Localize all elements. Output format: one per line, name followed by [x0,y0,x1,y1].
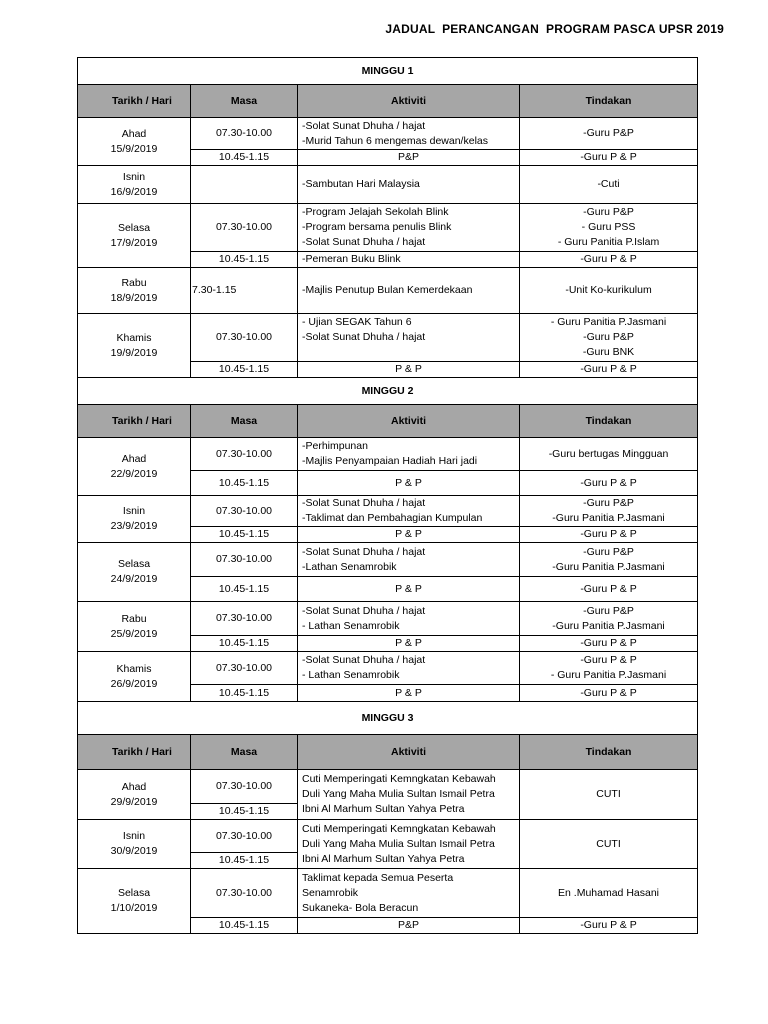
tindakan-cell [520,602,698,636]
cell-line: P & P [395,363,422,375]
cell-line: -Guru P & P [580,637,637,649]
tindakan-cell [520,438,698,471]
masa-cell: 10.45-1.15 [191,853,298,869]
day-name: Rabu [121,612,147,625]
tindakan-cell [520,314,698,362]
aktiviti-cell [298,252,520,268]
cell-line: -Guru P & P [580,654,637,666]
day-cell [78,268,191,314]
aktiviti-cell [298,918,520,934]
cell-line: -Guru P & P [580,528,637,540]
day-name: Khamis [116,331,152,344]
cell-line: Sukaneka- Bola Beracun [302,901,419,914]
cell-line: -Guru P & P [580,476,637,489]
cell-line: -Pemeran Buku Blink [302,253,401,265]
aktiviti-cell [298,869,520,918]
cell-line: -Murid Tahun 6 mengemas dewan/kelas [302,134,488,147]
day-name: Isnin [122,830,146,842]
day-cell [78,543,191,602]
day-cell [78,438,191,496]
aktiviti-cell [298,685,520,702]
cell-line: -Guru P & P [580,582,637,595]
masa-cell: 10.45-1.15 [191,636,298,652]
cell-line: CUTI [596,788,621,800]
tindakan-cell [520,543,698,577]
cell-line: -Guru bertugas Mingguan [548,447,669,460]
cell-line: -Guru P & P [580,151,637,163]
tindakan-cell [520,527,698,543]
day-cell [78,496,191,543]
day-cell [78,652,191,702]
cell-line: Duli Yang Maha Mulia Sultan Ismail Petra [302,788,495,800]
header-tindakan: Tindakan [520,405,698,438]
cell-line: -Guru P&P [583,545,634,558]
cell-line: Taklimat kepada Semua Peserta [302,871,454,884]
header-aktiviti: Aktiviti [298,735,520,770]
header-row [78,405,698,438]
cell-line: -Guru P&P [583,127,634,139]
tindakan-cell [520,204,698,252]
table-row [78,496,698,527]
day-date: 26/9/2019 [110,677,158,690]
day-date: 22/9/2019 [110,467,158,480]
day-date: 23/9/2019 [110,520,158,532]
table-row [78,118,698,150]
cell-line: -Majlis Penutup Bulan Kemerdekaan [302,284,473,296]
aktiviti-cell [298,770,520,820]
day-name: Isnin [122,505,146,517]
cell-line: -Guru P & P [580,253,637,265]
tindakan-cell [520,496,698,527]
masa-cell: 10.45-1.15 [191,362,298,378]
tindakan-cell [520,471,698,496]
aktiviti-cell [298,362,520,378]
table-row [78,314,698,362]
aktiviti-cell [298,543,520,577]
week-title-row [78,378,698,405]
day-date: 1/10/2019 [110,902,158,914]
tindakan-cell [520,685,698,702]
cell-line: Duli Yang Maha Mulia Sultan Ismail Petra [302,837,495,850]
aktiviti-cell [298,438,520,471]
day-name: Rabu [121,276,147,289]
table-row [78,869,698,918]
cell-line [302,345,515,360]
cell-line: -Program Jelajah Sekolah Blink [302,206,449,218]
cell-line: -Solat Sunat Dhuha / hajat [302,236,426,248]
masa-cell: 10.45-1.15 [191,471,298,496]
day-name: Selasa [117,558,151,570]
cell-line: P & P [395,686,422,699]
cell-line: -Guru BNK [582,346,635,358]
masa-cell: 10.45-1.15 [191,150,298,166]
table-row [78,820,698,853]
cell-line: P & P [395,637,422,649]
aktiviti-cell [298,820,520,869]
cell-line: -Guru P&P [583,604,634,617]
masa-cell: 07.30-10.00 [191,204,298,252]
tindakan-cell [520,150,698,166]
week-title: MINGGU 2 [78,378,698,405]
week-title: MINGGU 3 [78,702,698,735]
cell-line: P&P [397,151,419,163]
day-cell [78,166,191,204]
aktiviti-cell [298,636,520,652]
masa-cell: 10.45-1.15 [191,577,298,602]
header-masa: Masa [191,405,298,438]
cell-line: - Guru Panitia P.Jasmani [550,316,667,328]
masa-cell: 07.30-10.00 [191,652,298,685]
week-title: MINGGU 1 [78,58,698,85]
schedule-table [77,57,698,934]
aktiviti-cell [298,314,520,362]
document-title: JADUAL PERANCANGAN PROGRAM PASCA UPSR 2019 [385,22,724,36]
day-date: 15/9/2019 [110,142,158,155]
cell-line: -Solat Sunat Dhuha / hajat [302,654,426,666]
cell-line: P & P [395,476,422,489]
cell-line: - Guru PSS [581,221,636,233]
day-name: Isnin [122,170,146,183]
header-row [78,85,698,118]
day-date: 16/9/2019 [110,185,158,198]
header-tindakan: Tindakan [520,85,698,118]
day-date: 24/9/2019 [110,573,158,585]
header-aktiviti: Aktiviti [298,85,520,118]
tindakan-cell [520,577,698,602]
table-row [78,204,698,252]
masa-cell: 10.45-1.15 [191,918,298,934]
day-name: Selasa [117,887,151,899]
day-date: 29/9/2019 [110,795,158,808]
cell-line: - Lathan Senamrobik [302,619,400,632]
table-row [78,652,698,685]
tindakan-cell [520,636,698,652]
cell-line: -Guru P & P [580,919,637,931]
masa-cell: 07.30-10.00 [191,496,298,527]
cell-line: - Ujian SEGAK Tahun 6 [302,316,412,328]
tindakan-cell [520,166,698,204]
header-masa: Masa [191,735,298,770]
aktiviti-cell [298,471,520,496]
table-row [78,166,698,204]
day-date: 19/9/2019 [110,346,158,359]
day-cell [78,118,191,166]
day-cell [78,770,191,820]
cell-line: -Solat Sunat Dhuha / hajat [302,331,426,343]
cell-line: -Solat Sunat Dhuha / hajat [302,604,426,617]
header-aktiviti: Aktiviti [298,405,520,438]
aktiviti-cell [298,150,520,166]
table-row [78,543,698,577]
masa-cell: 07.30-10.00 [191,118,298,150]
cell-line: P & P [395,582,422,595]
day-cell [78,820,191,869]
cell-line: -Taklimat dan Pembahagian Kumpulan [302,512,483,524]
day-name: Ahad [121,127,147,140]
aktiviti-cell [298,268,520,314]
tindakan-cell [520,118,698,150]
cell-line: P&P [397,919,419,931]
day-cell [78,869,191,934]
masa-cell: 10.45-1.15 [191,685,298,702]
day-date: 25/9/2019 [110,627,158,640]
cell-line: Cuti Memperingati Kemngkatan Kebawah [302,773,496,785]
masa-cell: 07.30-10.00 [191,869,298,918]
day-date: 17/9/2019 [110,236,158,249]
masa-cell: 10.45-1.15 [191,527,298,543]
cell-line: -Guru Panitia P.Jasmani [552,560,665,573]
day-date: 18/9/2019 [110,291,158,304]
header-tindakan: Tindakan [520,735,698,770]
table-row [78,770,698,804]
cell-line: -Guru Panitia P.Jasmani [552,512,665,524]
masa-cell: 7.30-1.15 [191,268,298,314]
day-name: Ahad [121,780,147,793]
cell-line: -Lathan Senamrobik [302,560,397,573]
masa-cell: 07.30-10.00 [191,820,298,853]
cell-line: -Guru P & P [580,686,637,699]
header-tarikh-hari: Tarikh / Hari [78,405,191,438]
cell-line: CUTI [596,837,621,850]
aktiviti-cell [298,118,520,150]
cell-line: - Guru Panitia P.Islam [557,236,660,248]
week-title-row [78,702,698,735]
aktiviti-cell [298,527,520,543]
cell-line: -Solat Sunat Dhuha / hajat [302,119,426,132]
tindakan-cell [520,362,698,378]
masa-cell: 07.30-10.00 [191,543,298,577]
cell-line: -Guru P&P [583,206,634,218]
masa-cell [191,166,298,204]
cell-line: Ibni Al Marhum Sultan Yahya Petra [302,803,465,815]
masa-cell: 10.45-1.15 [191,804,298,820]
cell-line: -Solat Sunat Dhuha / hajat [302,545,426,558]
day-cell [78,204,191,268]
table-row [78,268,698,314]
day-cell [78,602,191,652]
cell-line: -Guru Panitia P.Jasmani [552,619,665,632]
cell-line: -Program bersama penulis Blink [302,221,452,233]
cell-line: -Guru P&P [583,331,634,343]
table-row [78,438,698,471]
tindakan-cell [520,869,698,918]
cell-line: Senamrobik [302,886,359,899]
tindakan-cell [520,820,698,869]
masa-cell: 07.30-10.00 [191,602,298,636]
masa-cell: 10.45-1.15 [191,252,298,268]
day-date: 30/9/2019 [110,845,158,857]
day-name: Selasa [117,221,151,234]
header-tarikh-hari: Tarikh / Hari [78,85,191,118]
masa-cell: 07.30-10.00 [191,438,298,471]
cell-line: -Sambutan Hari Malaysia [302,178,420,190]
tindakan-cell [520,652,698,685]
table-row [78,602,698,636]
aktiviti-cell [298,166,520,204]
week-title-row [78,58,698,85]
day-cell [78,314,191,378]
cell-line: -Guru P & P [580,363,637,375]
aktiviti-cell [298,204,520,252]
schedule-body [78,58,698,934]
tindakan-cell [520,252,698,268]
day-name: Khamis [116,662,152,675]
cell-line: - Guru Panitia P.Jasmani [550,669,667,681]
cell-line: -Cuti [597,178,620,190]
header-row [78,735,698,770]
tindakan-cell [520,918,698,934]
header-tarikh-hari: Tarikh / Hari [78,735,191,770]
cell-line: -Unit Ko-kurikulum [565,284,652,296]
cell-line: -Perhimpunan [302,440,368,452]
aktiviti-cell [298,577,520,602]
cell-line: -Majlis Penyampaian Hadiah Hari jadi [302,455,478,467]
tindakan-cell [520,770,698,820]
cell-line: -Guru P&P [583,497,634,509]
day-name: Ahad [121,452,147,465]
aktiviti-cell [298,496,520,527]
cell-line: Ibni Al Marhum Sultan Yahya Petra [302,852,465,865]
cell-line: Cuti Memperingati Kemngkatan Kebawah [302,822,496,835]
tindakan-cell [520,268,698,314]
cell-line: En .Muhamad Hasani [558,886,660,899]
cell-line: -Solat Sunat Dhuha / hajat [302,497,426,509]
masa-cell: 07.30-10.00 [191,770,298,804]
header-masa: Masa [191,85,298,118]
cell-line: P & P [395,528,422,540]
aktiviti-cell [298,652,520,685]
masa-cell: 07.30-10.00 [191,314,298,362]
cell-line: - Lathan Senamrobik [302,669,400,681]
aktiviti-cell [298,602,520,636]
